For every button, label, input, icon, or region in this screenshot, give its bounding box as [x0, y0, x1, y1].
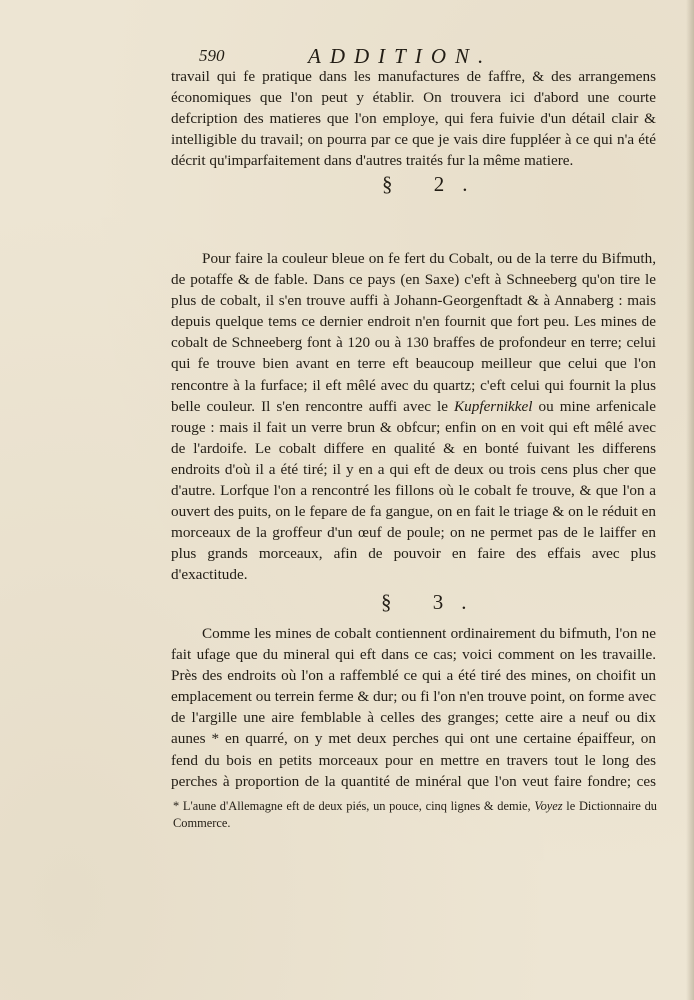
running-title: ADDITION.: [308, 44, 493, 68]
section-2-text-b: ou mine arfenicale rouge : mais il fait un verre brun & obfcur; enfin on en voit qui eft mêlé avec de l'ardoife. Le cobalt differe en qualité & en bonté fuivant les differens endroits d'où il a été tiré; il y en a qui eft de deux ou trois cens plus cher que d'autre. Lorfque l'on a rencontré les fillons où le cobalt fe trouve, & que l'on a ouvert des puits, on le fepare de fa gangue, on en fait le triage & on le réduit en morceaux de la groffeur d'un œuf de poule; on ne permet pas de le laiffer en plus grands morceaux, afin de pouvoir en faire des effais avec plus d'exactitude.: [171, 397, 656, 584]
footnote: [173, 798, 657, 832]
section-2-heading: § 2.: [382, 172, 486, 196]
section-3-text: Comme les mines de cobalt contiennent ordinairement du bifmuth, l'on ne fait ufage que du mineral qui eft dans ce cas; voici comment on les travaille. Près des endroits où l'on a raffemblé ce qui a été tiré des mines, on choifit un emplacement ou terrein ferme & dur; ou fi l'on n'en trouve point, on forme avec de l'argille une aire femblable à celles des granges; cette aire a neuf ou dix aunes * en quarré, on y met deux perches qui ont une certaine épaiffeur, on fend du bois en petits morceaux pour en mettre en travers tout le long des perches à proportion de la quantité de minéral que l'on veut faire fondre; ces: [171, 625, 656, 790]
footnote-text-b: le Dictionnaire du Commerce.: [173, 799, 657, 830]
footnote-italic-term: Voyez: [534, 799, 563, 813]
section-2-paragraph: [171, 248, 656, 586]
section-3-heading: § 3.: [381, 590, 485, 614]
footnote-text-a: * L'aune d'Allemagne eft de deux piés, un pouce, cinq lignes & demie,: [173, 799, 535, 813]
page-edge-shadow: [686, 0, 694, 1000]
section-2-text-a: Pour faire la couleur bleue on fe fert du Cobalt, ou de la terre du Bifmuth, de potaffe & de fable. Dans ce pays (en Saxe) c'eft à Schneeberg qu'on tire le plus de cobalt, il s'en trouve auffi à Johann-Georgenftadt & à Annaberg : mais depuis quelque tems ce dernier endroit n'en fournit que fort peu. Les mines de cobalt de Schneeberg font à 120 ou à 130 braffes de profondeur en terre; celui qui fe trouve bien avant en terre eft beaucoup meilleur que celui que l'on rencontre à la furface; il eft mêlé avec du quartz; c'eft celui qui fournit la plus belle couleur. Il s'en rencontre auffi avec le: [171, 250, 656, 415]
page-header: [199, 44, 529, 68]
paragraph-1-text: travail qui fe pratique dans les manufactures de faffre, & des arrangemens économiques que l'on peut y établir. On trouvera ici d'abord une courte defcription des matieres que l'on employe, qui fera fuivie d'un détail clair & intelligible du travail; on pourra par ce que je vais dire fuppléer à ce qui n'a été décrit qu'imparfaitement dans d'autres traités fur la même matiere.: [171, 68, 656, 170]
page-number: 590: [199, 46, 225, 65]
section-3-paragraph: [171, 623, 656, 792]
paragraph-1: [171, 66, 656, 171]
section-2-italic-term: Kupfernikkel: [454, 397, 533, 415]
